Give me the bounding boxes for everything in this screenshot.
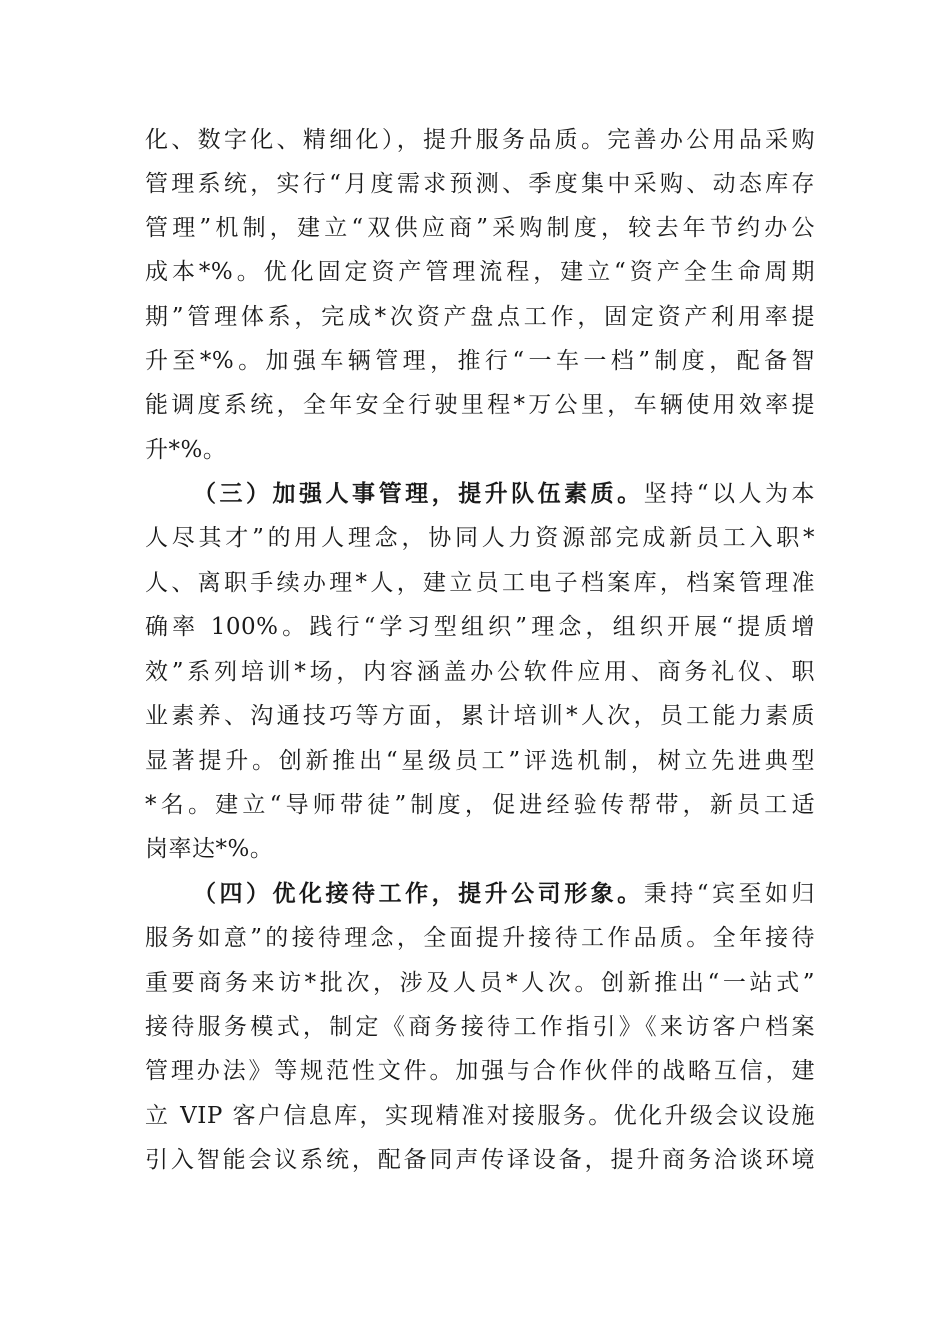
text-line: 成本*%。优化固定资产管理流程，建立“资产全生命周期 bbox=[145, 259, 815, 285]
text-line: 升至*%。加强车辆管理，推行“一车一档”制度，配备智 bbox=[145, 348, 815, 374]
text-line: 确率 100%。践行“学习型组织”理念，组织开展“提质增 bbox=[145, 614, 815, 640]
text-line: *名。建立“导师带徒”制度，促进经验传帮带，新员工适 bbox=[145, 792, 815, 818]
section-3-first-line bbox=[193, 474, 815, 514]
text-line: 管理”机制，建立“双供应商”采购制度，较去年节约办公 bbox=[145, 215, 815, 241]
text-line: 效”系列培训*场，内容涵盖办公软件应用、商务礼仪、职 bbox=[145, 659, 815, 685]
text-line: 期”管理体系，完成*次资产盘点工作，固定资产利用率提 bbox=[145, 304, 815, 330]
text-line: 重要商务来访*批次，涉及人员*人次。创新推出“一站式” bbox=[145, 970, 815, 996]
section-4-first-text: 秉持“宾至如归 bbox=[643, 881, 816, 907]
section-4-first-line bbox=[193, 874, 815, 914]
text-line: 升*%。 bbox=[145, 437, 227, 463]
text-line: 立 VIP 客户信息库，实现精准对接服务。优化升级会议设施 bbox=[145, 1103, 815, 1129]
text-line: 业素养、沟通技巧等方面，累计培训*人次，员工能力素质 bbox=[145, 703, 815, 729]
text-line: 人、离职手续办理*人，建立员工电子档案库，档案管理准 bbox=[145, 570, 815, 596]
text-line: 显著提升。创新推出“星级员工”评选机制，树立先进典型 bbox=[145, 748, 815, 774]
text-line: 接待服务模式，制定《商务接待工作指引》《来访客户档案 bbox=[145, 1014, 815, 1040]
text-line: 管理办法》等规范性文件。加强与合作伙伴的战略互信，建 bbox=[145, 1058, 815, 1084]
text-line: 化、数字化、精细化），提升服务品质。完善办公用品采购 bbox=[145, 127, 815, 153]
section-3-first-text: 坚持“以人为本 bbox=[643, 481, 816, 507]
text-line: 引入智能会议系统，配备同声传译设备，提升商务洽谈环境 bbox=[145, 1147, 815, 1173]
section-3-heading: （三）加强人事管理，提升队伍素质。 bbox=[193, 480, 644, 507]
text-line: 管理系统，实行“月度需求预测、季度集中采购、动态库存 bbox=[145, 171, 815, 197]
section-4-heading: （四）优化接待工作，提升公司形象。 bbox=[193, 880, 644, 907]
text-line: 能调度系统，全年安全行驶里程*万公里，车辆使用效率提 bbox=[145, 392, 815, 418]
text-line: 岗率达*%。 bbox=[145, 836, 274, 862]
text-line: 人尽其才”的用人理念，协同人力资源部完成新员工入职* bbox=[145, 525, 815, 551]
text-line: 服务如意”的接待理念，全面提升接待工作品质。全年接待 bbox=[145, 925, 815, 951]
